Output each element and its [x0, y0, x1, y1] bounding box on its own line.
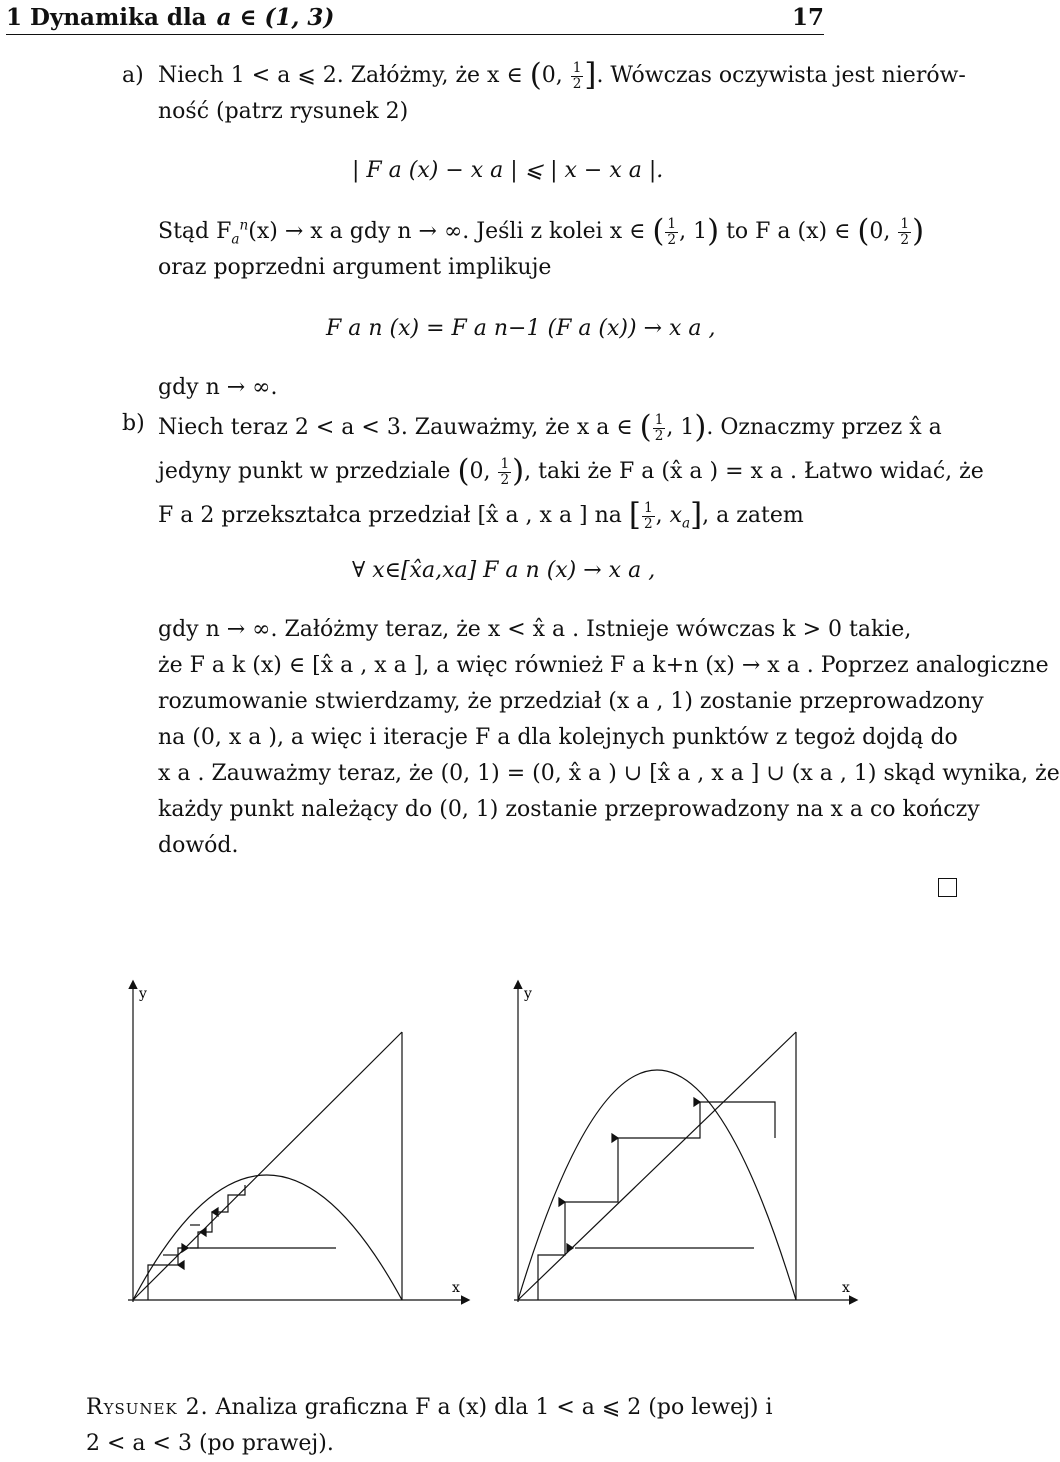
right-step-arrow-1-icon: [559, 1198, 565, 1206]
body-line-2: że F a k (x) ∈ [x̂ a , x a ], a więc również F a k+n (x) → x a . Poprzez analogiczne: [158, 653, 1049, 678]
part-b-line-1: Niech teraz 2 < a < 3. Zauważmy, że x a ∈ ( $\frac{1}{2}$ , 1). Oznaczmy przez x̂ a: [158, 409, 942, 446]
right-step-arrow-3-icon: [694, 1098, 700, 1106]
iteration-formula: F a n (x) = F a n−1 (F a (x)) → x a ,: [326, 316, 716, 341]
part-b-line-2: jedyny punkt w przedziale (0, $\frac{1}{2}$ ), taki że F a (x̂ a ) = x a . Łatwo widać, że: [158, 453, 984, 490]
body-line-4: na (0, x a ), a więc i iteracje F a dla kolejnych punktów z tegoż dojdą do: [158, 725, 958, 750]
gdy-line: gdy n → ∞.: [158, 375, 278, 400]
right-parabola: [518, 1070, 796, 1300]
part-a-line-1: Niech 1 < a ⩽ 2. Załóżmy, że x ∈ (0, $\frac{1}{2}$ ]. Wówczas oczywista jest nierów-: [158, 57, 966, 94]
right-back-arrow-icon: [567, 1244, 573, 1252]
body-line-3: rozumowanie stwierdzamy, że przedział (x a , 1) zostanie przeprowadzony: [158, 689, 984, 714]
caption-text-1: Analiza graficzna F a (x) dla 1 < a ⩽ 2 (po lewej) i: [215, 1395, 773, 1420]
forall-formula: ∀ x∈[x̂a,xa] F a n (x) → x a ,: [352, 558, 656, 583]
figure-caption: [86, 1390, 773, 1462]
left-cobweb-figure: [128, 982, 468, 1302]
section-title: 1 Dynamika dla: [6, 3, 207, 31]
left-diagonal: [133, 1032, 402, 1300]
body-line-6: każdy punkt należący do (0, 1) zostanie przeprowadzony na x a co kończy: [158, 797, 980, 822]
body-line-5: x a . Zauważmy teraz, że (0, 1) = (0, x̂ a ) ∪ [x̂ a , x a ] ∪ (x a , 1) skąd wynika, że: [158, 761, 1060, 786]
body-line-1: gdy n → ∞. Załóżmy teraz, że x < x̂ a . Istnieje wówczas k > 0 takie,: [158, 617, 912, 642]
right-diagonal: [518, 1032, 796, 1300]
right-cobweb-steps: [538, 1102, 775, 1300]
left-parabola: [133, 1175, 402, 1300]
inequality-formula: | F a (x) − x a | ⩽ | x − x a |.: [352, 158, 664, 183]
page-number: 17: [791, 3, 824, 31]
right-y-label: y: [524, 986, 532, 1002]
left-step-arrow-2-icon: [200, 1228, 206, 1236]
caption-label: Rysunek 2.: [86, 1395, 209, 1420]
left-y-label: y: [139, 986, 147, 1002]
right-cobweb-figure: [514, 982, 856, 1302]
left-back-arrow-icon: [182, 1244, 188, 1252]
oraz-line: oraz poprzedni argument implikuje: [158, 255, 552, 280]
left-step-arrow-3-icon: [212, 1208, 218, 1216]
part-a-line-2: ność (patrz rysunek 2): [158, 99, 409, 124]
left-step-arrow-1-icon: [178, 1261, 184, 1269]
left-x-label: x: [452, 1280, 460, 1296]
right-x-label: x: [842, 1280, 850, 1296]
body-line-7: dowód.: [158, 833, 239, 858]
stad-line: Stąd $F_a^n(x) \to x$ a gdy n → ∞. Jeśli z kolei x ∈ ( $\frac{1}{2}$ , 1) to F a (x) ∈ (0, $\frac{1}{2}$ ): [158, 213, 925, 250]
right-step-arrow-2-icon: [612, 1134, 618, 1142]
caption-text-2: 2 < a < 3 (po prawej).: [86, 1431, 334, 1456]
section-range: a ∈ (1, 3): [216, 3, 335, 31]
part-a-marker: a): [122, 63, 144, 88]
part-b-marker: b): [122, 411, 145, 436]
part-b-line-3: F a 2 przekształca przedział [x̂ a , x a ] na [ $\frac{1}{2}$ , $x_a$], a zatem: [158, 497, 804, 534]
